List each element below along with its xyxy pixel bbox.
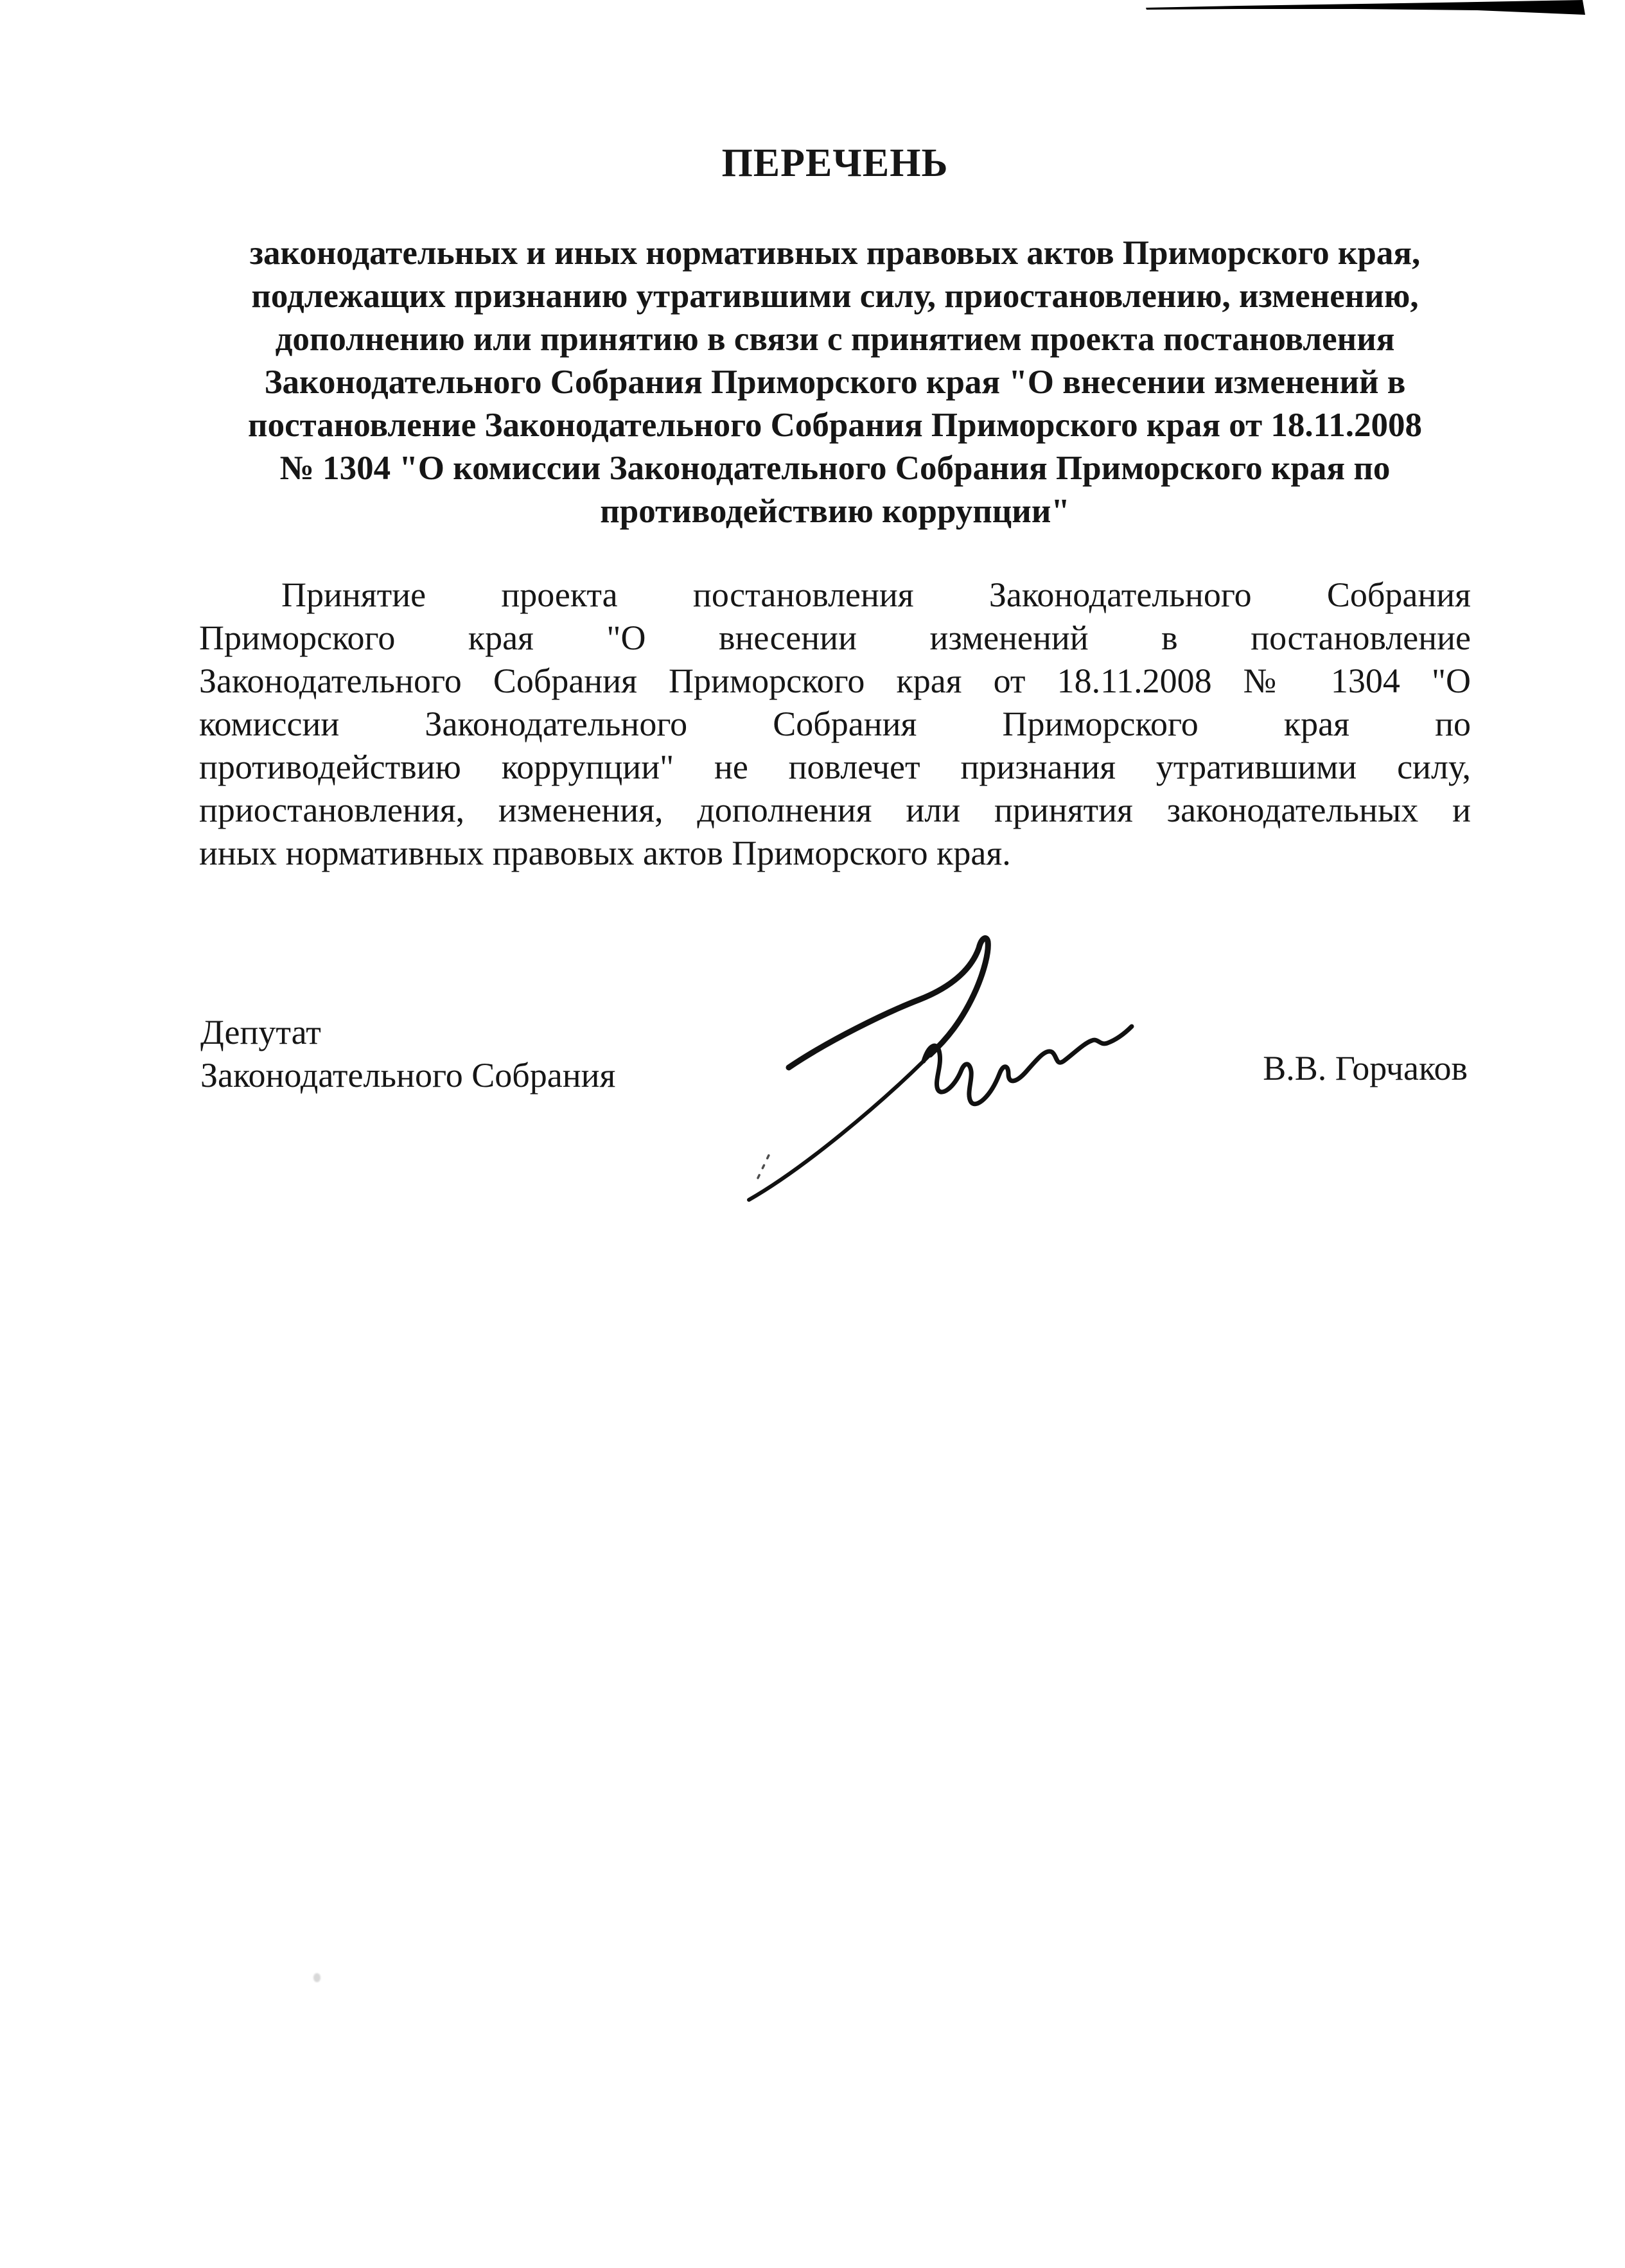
body-line: Законодательного Собрания Приморского края от 18.11.2008 № 1304 "О (199, 662, 1471, 700)
subtitle-line: противодействию коррупции" (600, 493, 1070, 530)
subtitle-line: № 1304 "О комиссии Законодательного Собрания Приморского края по (279, 450, 1391, 487)
signatory-position-line: Депутат (200, 1013, 321, 1051)
body-line: противодействию коррупции" не повлечет признания утратившими силу, (199, 748, 1471, 786)
page-title: ПЕРЕЧЕНЬ (721, 141, 949, 185)
scan-speck-icon (313, 1973, 321, 1982)
subtitle-line: дополнению или принятию в связи с принятием проекта постановления (275, 321, 1395, 358)
signatory-name: В.В. Горчаков (1263, 1049, 1468, 1087)
body-line: комиссии Законодательного Собрания Приморского края по (199, 705, 1471, 743)
body-line: приостановления, изменения, дополнения или принятия законодательных и (199, 791, 1471, 829)
document-body-paragraph (199, 574, 1471, 875)
signatory-position-line: Законодательного Собрания (200, 1056, 616, 1094)
scan-streak-icon (1143, 0, 1586, 18)
document-subtitle (199, 232, 1471, 533)
subtitle-line: подлежащих признанию утратившими силу, приостановлению, изменению, (251, 277, 1419, 315)
body-line: Приморского края "О внесении изменений в постановление (199, 619, 1471, 657)
body-line: Принятие проекта постановления Законодательного Собрания (281, 576, 1471, 614)
subtitle-line: постановление Законодательного Собрания Приморского края от 18.11.2008 (248, 407, 1422, 444)
subtitle-line: законодательных и иных нормативных правовых актов Приморского края, (249, 234, 1421, 272)
subtitle-line: Законодательного Собрания Приморского края "О внесении изменений в (264, 364, 1406, 401)
body-line: иных нормативных правовых актов Приморского края. (199, 834, 1011, 872)
